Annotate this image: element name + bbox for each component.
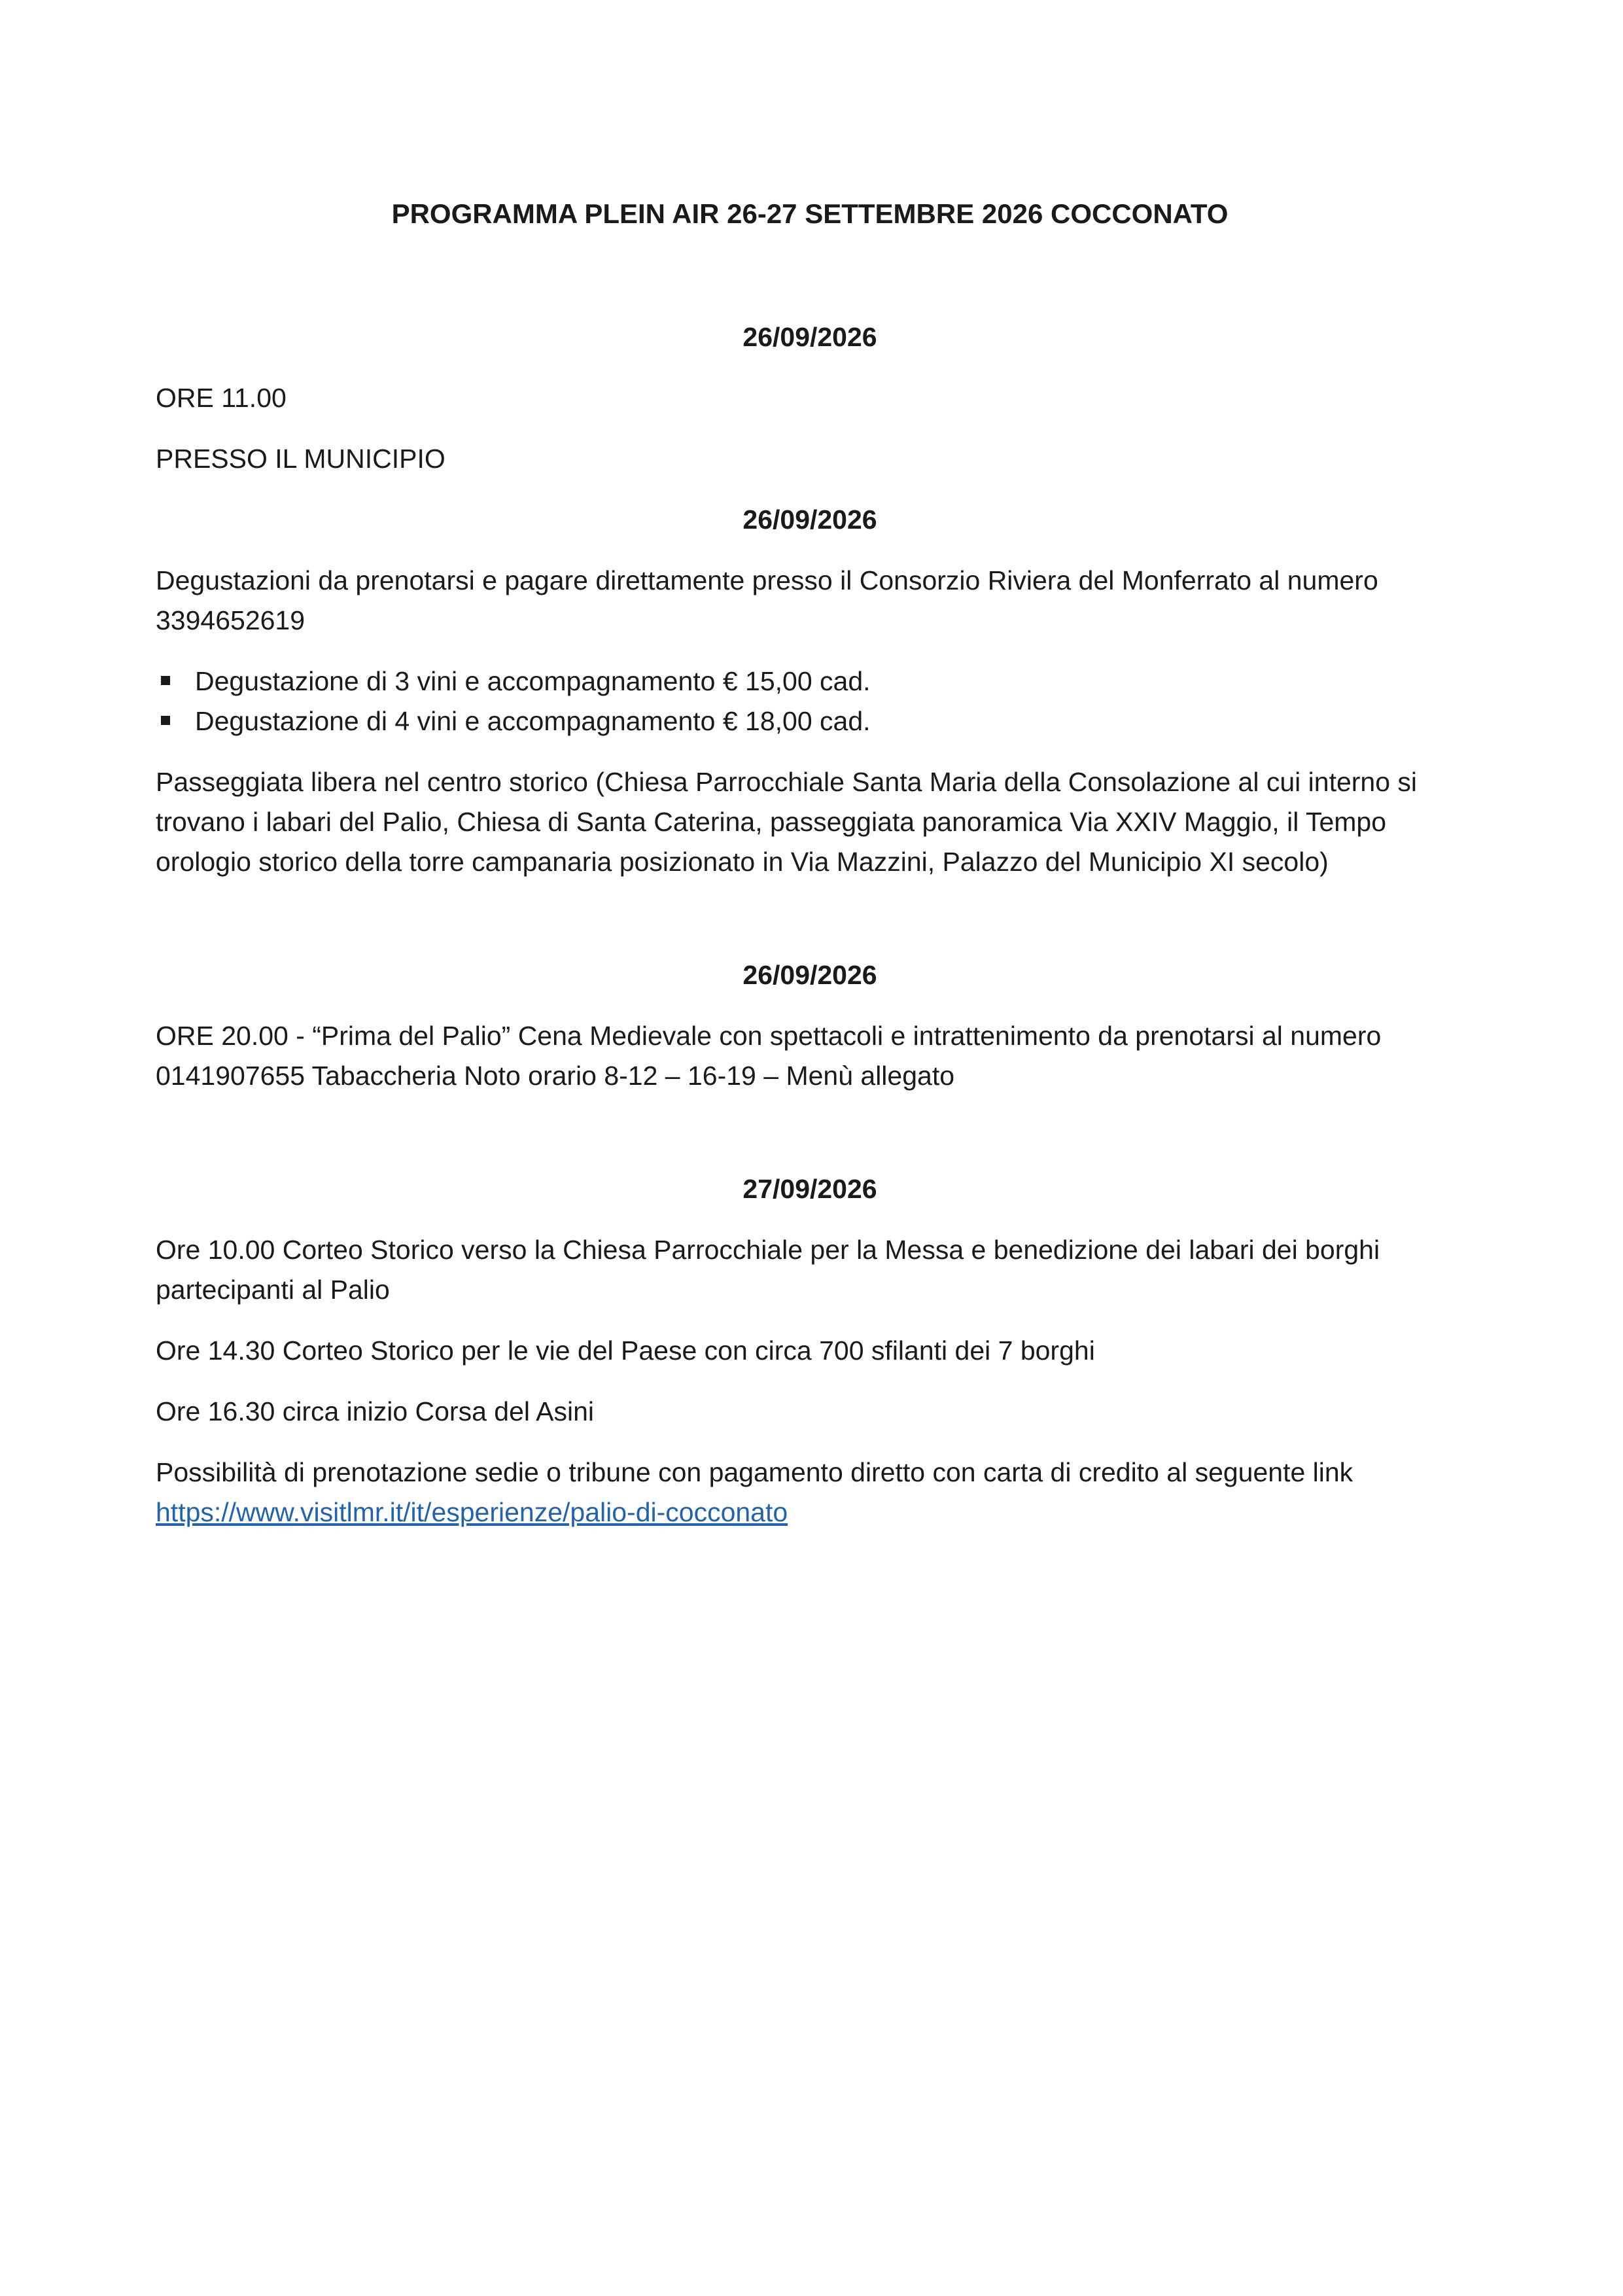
- list-item: [156, 662, 1464, 701]
- section-date-1: 26/09/2026: [742, 322, 877, 352]
- booking-link[interactable]: https://www.visitlmr.it/it/esperienze/palio-di-cocconato: [156, 1497, 788, 1527]
- section4-event-3: Ore 16.30 circa inizio Corsa del Asini: [156, 1396, 594, 1426]
- section4-event-2: Ore 14.30 Corteo Storico per le vie del Paese con circa 700 sfilanti dei 7 borghi: [156, 1335, 1095, 1366]
- booking-text: Possibilità di prenotazione sedie o tribune con pagamento diretto con carta di credito al seguente link: [156, 1457, 1353, 1487]
- list-item-text: Degustazione di 3 vini e accompagnamento € 15,00 cad.: [195, 666, 871, 696]
- spacer: [156, 903, 1464, 955]
- section3-dinner: ORE 20.00 - “Prima del Palio” Cena Medievale con spettacoli e intrattenimento da prenotarsi al numero 0141907655 Tabaccheria Noto orario 8-12 – 16-19 – Menù allegato: [156, 1021, 1382, 1091]
- square-bullet-icon: [161, 716, 170, 725]
- list-item: [156, 701, 1464, 741]
- document-content: [156, 194, 1464, 1553]
- document-title: PROGRAMMA PLEIN AIR 26-27 SETTEMBRE 2026 COCCONATO: [391, 198, 1229, 229]
- list-item-text: Degustazione di 4 vini e accompagnamento € 18,00 cad.: [195, 706, 871, 736]
- section1-place: PRESSO IL MUNICIPIO: [156, 444, 445, 474]
- tasting-list: [156, 662, 1464, 741]
- square-bullet-icon: [161, 676, 170, 685]
- section2-walk: Passeggiata libera nel centro storico (Chiesa Parrocchiale Santa Maria della Consolazione al cui interno si trovano i labari del Palio, Chiesa di Santa Caterina, passeggiata panoramica Via XXIV Maggio, il Tempo orologio storico della torre campanaria posizionato in Via Mazzini, Palazzo del Municipio XI secolo): [156, 767, 1418, 877]
- section-date-4: 27/09/2026: [742, 1174, 877, 1204]
- section1-time: ORE 11.00: [156, 383, 287, 413]
- section2-intro: Degustazioni da prenotarsi e pagare direttamente presso il Consorzio Riviera del Monferrato al numero 3394652619: [156, 565, 1378, 635]
- section-date-3: 26/09/2026: [742, 960, 877, 990]
- section4-event-1: Ore 10.00 Corteo Storico verso la Chiesa Parrocchiale per la Messa e benedizione dei labari dei borghi partecipanti al Palio: [156, 1235, 1380, 1305]
- section4-booking: [156, 1453, 1464, 1532]
- section-date-2: 26/09/2026: [742, 504, 877, 535]
- spacer: [156, 1117, 1464, 1169]
